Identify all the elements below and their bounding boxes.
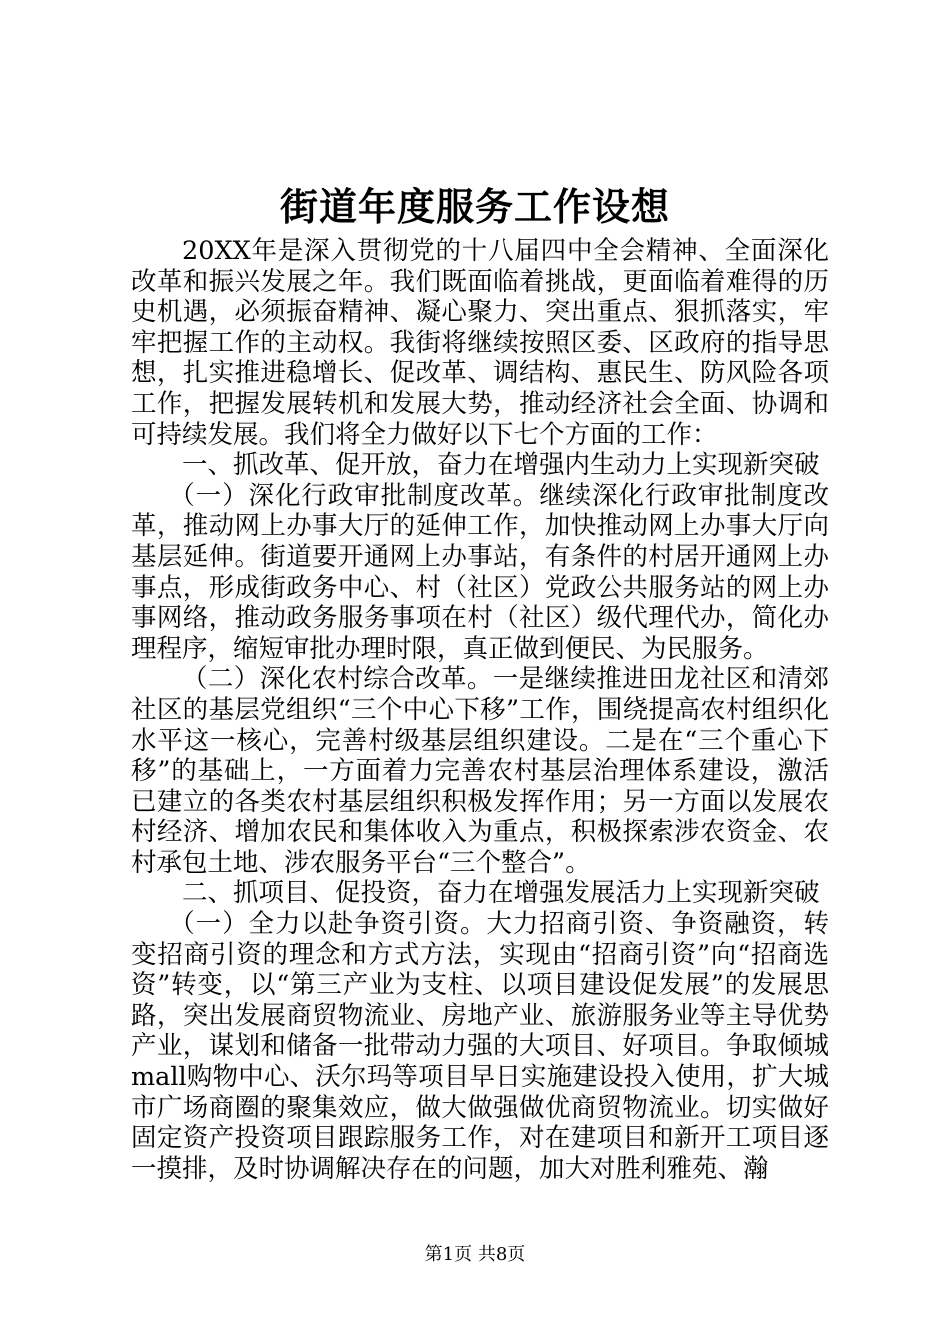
document-body: [131, 236, 829, 1184]
document-title: 街道年度服务工作设想: [279, 185, 670, 229]
section-heading-2: 二、抓项目、促投资，奋力在增强发展活力上实现新突破: [182, 878, 820, 909]
subsection-paragraph-1-1: （一）深化行政审批制度改革。继续深化行政审批制度改革，推动网上办事大厅的延伸工作，加快推动网上办事大厅向基层延伸。街道要开通网上办事站，有条件的村居开通网上办事点，形成街政务中心、村（社区）党政公共服务站的网上办事网络，推动政务服务事项在村（社区）级代理代办，简化办理程序，缩短审批办理时限，真正做到便民、为民服务。: [131, 480, 829, 664]
page-footer: 第1页 共8页: [424, 1244, 526, 1265]
intro-paragraph: 20XX年是深入贯彻党的十八届四中全会精神、全面深化改革和振兴发展之年。我们既面临着挑战，更面临着难得的历史机遇，必须振奋精神、凝心聚力、突出重点、狠抓落实，牢牢把握工作的主动权。我街将继续按照区委、区政府的指导思想，扎实推进稳增长、促改革、调结构、惠民生、防风险各项工作，把握发展转机和发展大势，推动经济社会全面、协调和可持续发展。我们将全力做好以下七个方面的工作：: [131, 236, 829, 450]
subsection-paragraph-1-2: （二）深化农村综合改革。一是继续推进田龙社区和清郊社区的基层党组织“三个中心下移”工作，围绕提高农村组织化水平这一核心，完善村级基层组织建设。二是在“三个重心下移”的基础上，一方面着力完善农村基层治理体系建设，激活已建立的各类农村基层组织积极发挥作用；另一方面以发展农村经济、增加农民和集体收入为重点，积极探索涉农资金、农村承包土地、涉农服务平台“三个整合”。: [131, 664, 829, 878]
section-heading-1: 一、抓改革、促开放，奋力在增强内生动力上实现新突破: [182, 450, 820, 481]
subsection-paragraph-2-1: （一）全力以赴争资引资。大力招商引资、争资融资，转变招商引资的理念和方式方法，实现由“招商引资”向“招商选资”转变，以“第三产业为支柱、以项目建设促发展”的发展思路，突出发展商贸物流业、房地产业、旅游服务业等主导优势产业，谋划和储备一批带动力强的大项目、好项目。争取倾城mall购物中心、沃尔玛等项目早日实施建设投入使用，扩大城市广场商圈的聚集效应，做大做强做优商贸物流业。切实做好固定资产投资项目跟踪服务工作，对在建项目和新开工项目逐一摸排，及时协调解决存在的问题，加大对胜利雅苑、瀚: [131, 909, 829, 1184]
